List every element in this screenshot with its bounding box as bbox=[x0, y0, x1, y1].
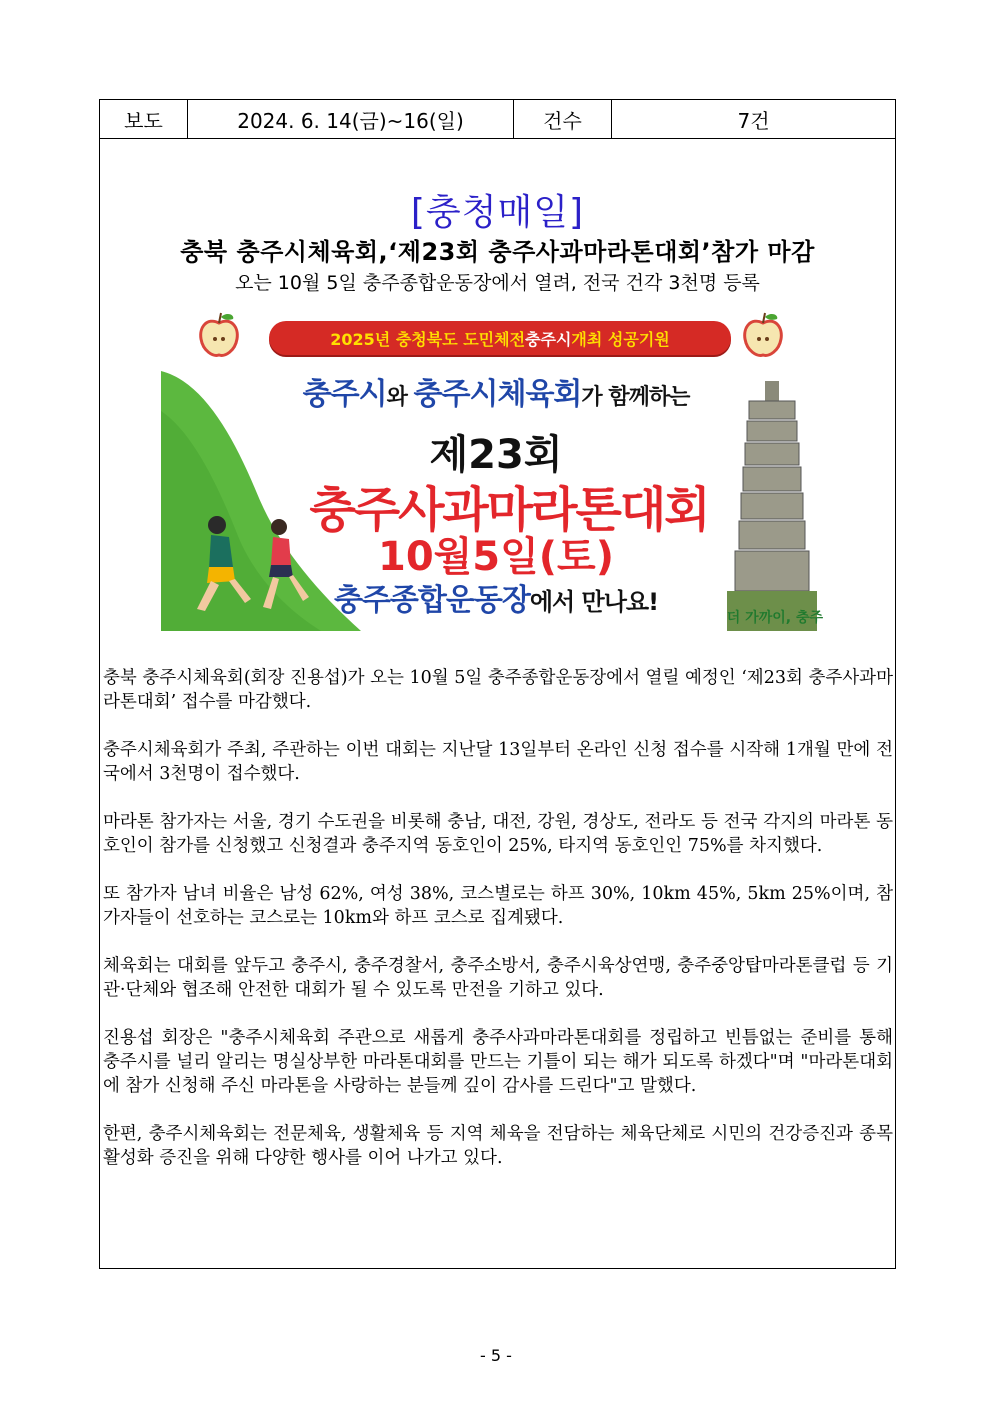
article-headline: 충북 충주시체육회,‘제23회 충주사과마라톤대회’참가 마감 bbox=[180, 238, 815, 266]
article-subhead: 오는 10월 5일 충주종합운동장에서 열려, 전국 건각 3천명 등록 bbox=[235, 272, 760, 294]
poster-line-1b: 와 bbox=[386, 385, 414, 410]
poster-line-2: 제23회 bbox=[429, 432, 563, 478]
apple-icon-left bbox=[197, 311, 241, 359]
article-frame bbox=[99, 99, 896, 1269]
paragraph: 한편, 충주시체육회는 전문체육, 생활체육 등 지역 체육을 전담하는 체육단체로 시민의 건강증진과 종목활성화 증진을 위해 다양한 행사를 이어 나가고 있다. bbox=[103, 1124, 893, 1168]
marathon-poster bbox=[161, 311, 831, 631]
ribbon-text-3: 개최 성공기원 bbox=[571, 329, 670, 349]
paragraph: 충북 충주시체육회(회장 진용섭)가 오는 10월 5일 충주종합운동장에서 열릴 예정인 ‘제23회 충주사과마라톤대회’ 접수를 마감했다. bbox=[103, 668, 893, 712]
city-logo: 더 가까이, 충주 bbox=[726, 610, 823, 626]
poster-line-1 bbox=[161, 369, 831, 413]
poster-line-5b: 에서 만나요! bbox=[529, 588, 659, 616]
paragraph: 체육회는 대회를 앞두고 충주시, 충주경찰서, 충주소방서, 충주시육상연맹, 충주중앙탑마라톤클럽 등 기관·단체와 협조해 안전한 대회가 될 수 있도록 만전을 기하고 있다. bbox=[103, 956, 893, 1000]
poster-line-5 bbox=[241, 575, 751, 619]
header-row bbox=[100, 100, 895, 139]
poster-line-4: 10월5일(토) bbox=[378, 534, 614, 580]
poster-line-3: 충주사과마라톤대회 bbox=[309, 482, 709, 538]
report-label: 보도 bbox=[100, 100, 188, 138]
ribbon-text-1: 2025년 충청북도 도민체전 bbox=[330, 329, 526, 349]
poster-ribbon bbox=[269, 321, 731, 355]
count-label: 건수 bbox=[514, 100, 612, 138]
date-range: 2024. 6. 14(금)~16(일) bbox=[188, 100, 514, 138]
poster-line-1a: 충주시 bbox=[302, 377, 387, 412]
page-number: - 5 - bbox=[480, 1346, 512, 1365]
count-value: 7건 bbox=[737, 108, 770, 133]
news-source: [충청매일] bbox=[410, 192, 585, 233]
poster-line-1d: 가 함께하는 bbox=[581, 385, 690, 410]
poster-line-1c: 충주시체육회 bbox=[413, 377, 582, 412]
paragraph: 또 참가자 남녀 비율은 남성 62%, 여성 38%, 코스별로는 하프 30%, 10km 45%, 5km 25%이며, 참가자들이 선호하는 코스로는 10km와 하프 코스로 집계됐다. bbox=[103, 884, 893, 928]
poster-line-5a: 충주종합운동장 bbox=[333, 583, 530, 618]
paragraph: 마라톤 참가자는 서울, 경기 수도권을 비롯해 충남, 대전, 강원, 경상도, 전라도 등 전국 각지의 마라톤 동호인이 참가를 신청했고 신청결과 충주지역 동호인이 25%, 타지역 동호인인 75%를 차지했다. bbox=[103, 812, 893, 856]
paragraph: 진용섭 회장은 "충주시체육회 주관으로 새롭게 충주사과마라톤대회를 정립하고 빈틈없는 준비를 통해 충주시를 널리 알리는 명실상부한 마라톤대회를 만드는 기틀이 되는 해가 되도록 하겠다"며 "마라톤대회에 참가 신청해 주신 마라톤을 사랑하는 분들께 깊이 감사를 드린다"고 말했다. bbox=[103, 1028, 893, 1096]
paragraph: 충주시체육회가 주최, 주관하는 이번 대회는 지난달 13일부터 온라인 신청 접수를 시작해 1개월 만에 전국에서 3천명이 접수했다. bbox=[103, 740, 893, 784]
article-body bbox=[103, 666, 893, 1194]
ribbon-text-2: 충주시 bbox=[525, 329, 572, 349]
apple-icon-right bbox=[741, 311, 785, 359]
